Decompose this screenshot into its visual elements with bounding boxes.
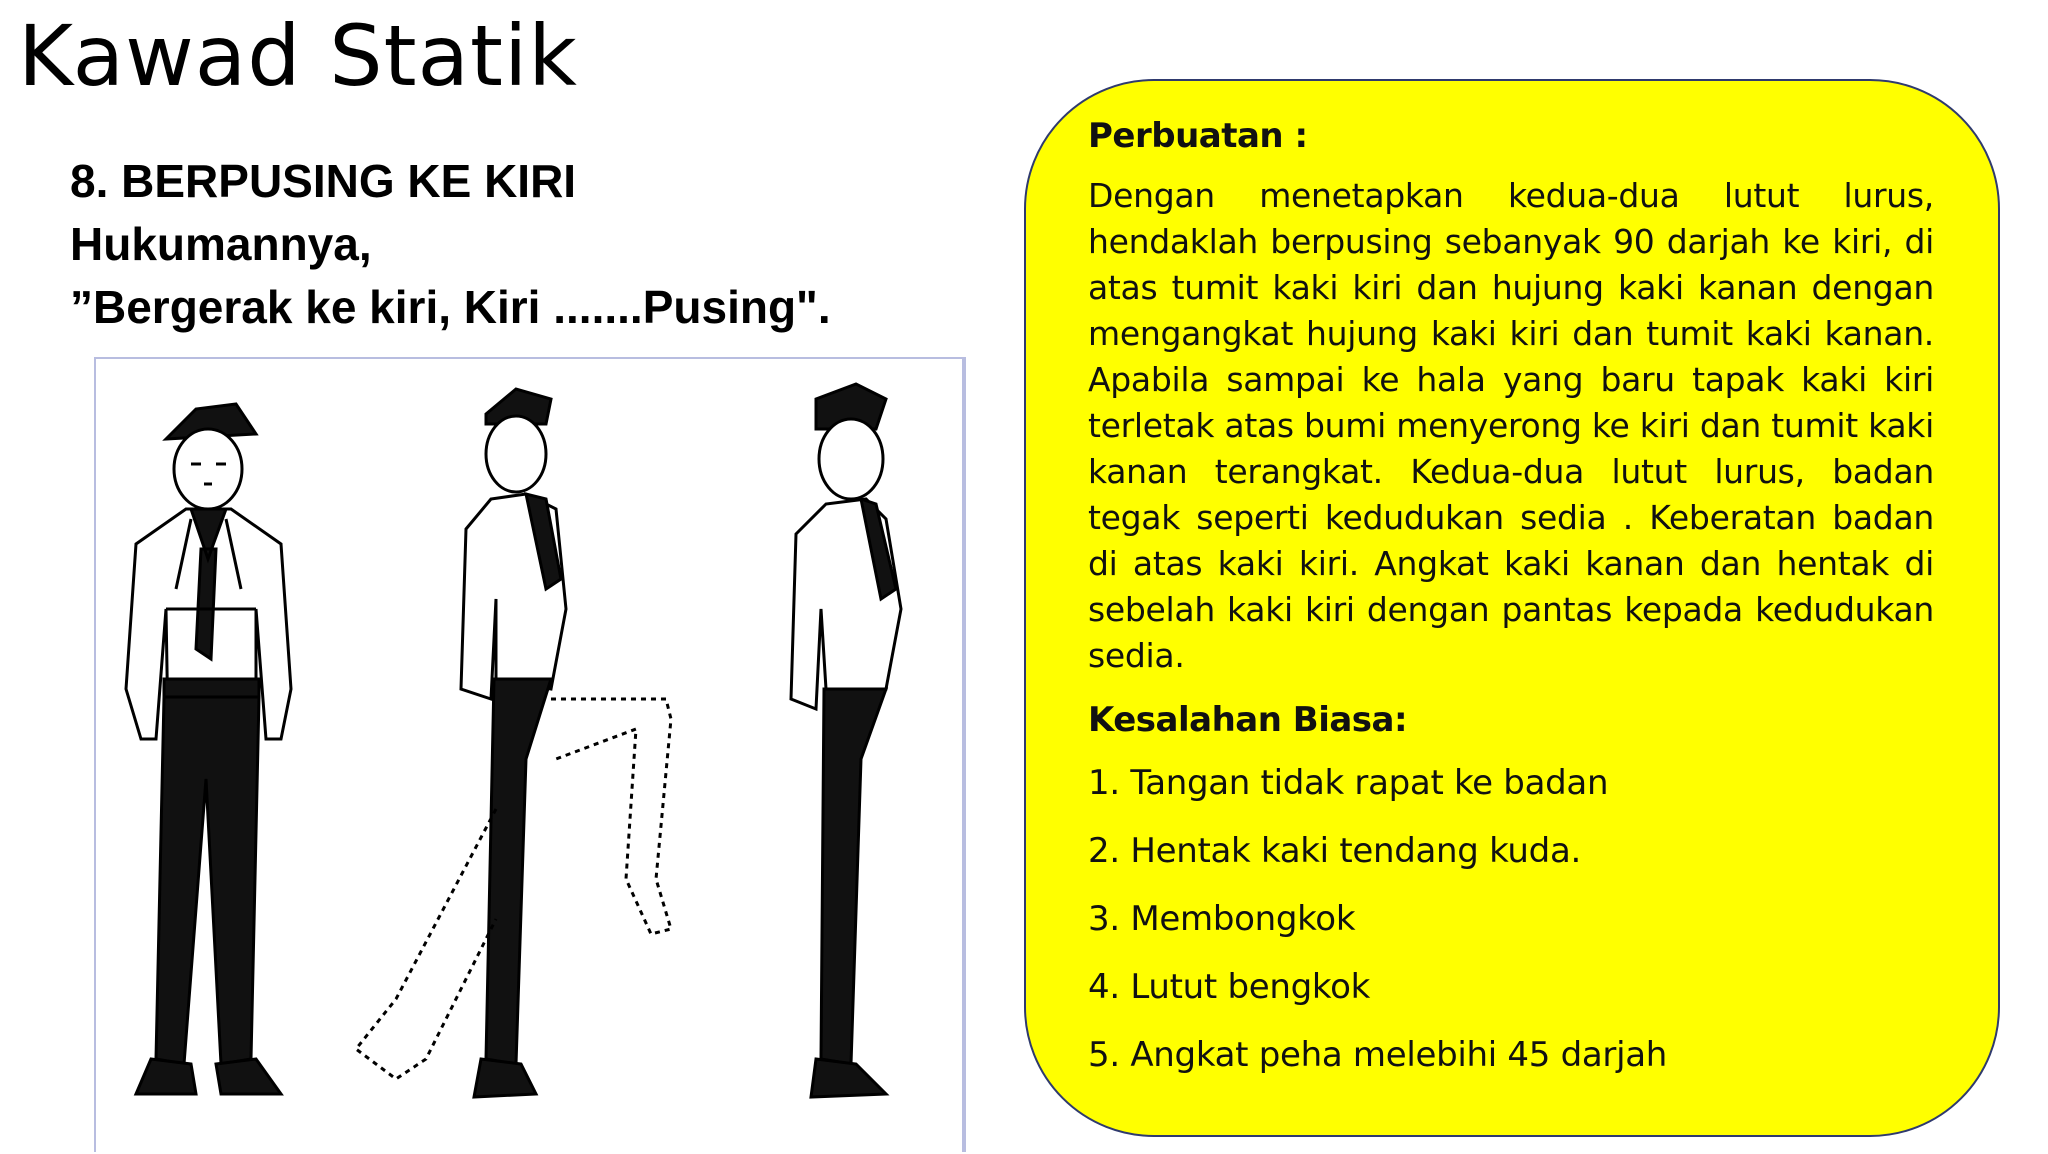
scout-side-view xyxy=(356,389,671,1097)
list-item: 1. Tangan tidak rapat ke badan xyxy=(1088,763,1609,803)
command-text: ”Bergerak ke kiri, Kiri .......Pusing". xyxy=(70,281,831,333)
mistakes-list xyxy=(1088,749,1934,1089)
scout-figures-illustration xyxy=(96,359,962,1154)
list-item: 4. Lutut bengkok xyxy=(1088,967,1370,1007)
illustration-frame xyxy=(94,357,966,1152)
scout-front-view xyxy=(126,404,291,1094)
action-text: Dengan menetapkan kedua-dua lutut lurus, hendaklah berpusing sebanyak 90 darjah ke kiri, di atas tumit kaki kiri dan hujung kaki kanan dengan mengangkat hujung kaki kiri dan tumit kaki kanan. Apabila sampai ke hala yang baru tapak kaki kiri terletak atas bumi menyerong ke kiri dan tumit kaki kanan terangkat. Kedua-dua lutut lurus, badan tegak seperti kedudukan sedia . Keberatan badan di atas kaki kiri. Angkat kaki kanan dan hentak di sebelah kaki kiri dengan pantas kepada kedudukan sedia. xyxy=(1088,176,1934,675)
movement-heading xyxy=(70,150,831,339)
slide-title: Kawad Statik xyxy=(18,7,578,105)
list-item: 2. Hentak kaki tendang kuda. xyxy=(1088,831,1581,871)
command-label: Hukumannya, xyxy=(70,218,372,270)
action-title: Perbuatan : xyxy=(1088,116,1308,156)
movement-title: 8. BERPUSING KE KIRI xyxy=(70,155,577,207)
instruction-panel xyxy=(1024,79,2000,1137)
list-item: 3. Membongkok xyxy=(1088,899,1356,939)
mistakes-title: Kesalahan Biasa: xyxy=(1088,700,1408,740)
scout-turned-view xyxy=(791,384,901,1097)
list-item: 5. Angkat peha melebihi 45 darjah xyxy=(1088,1035,1668,1075)
